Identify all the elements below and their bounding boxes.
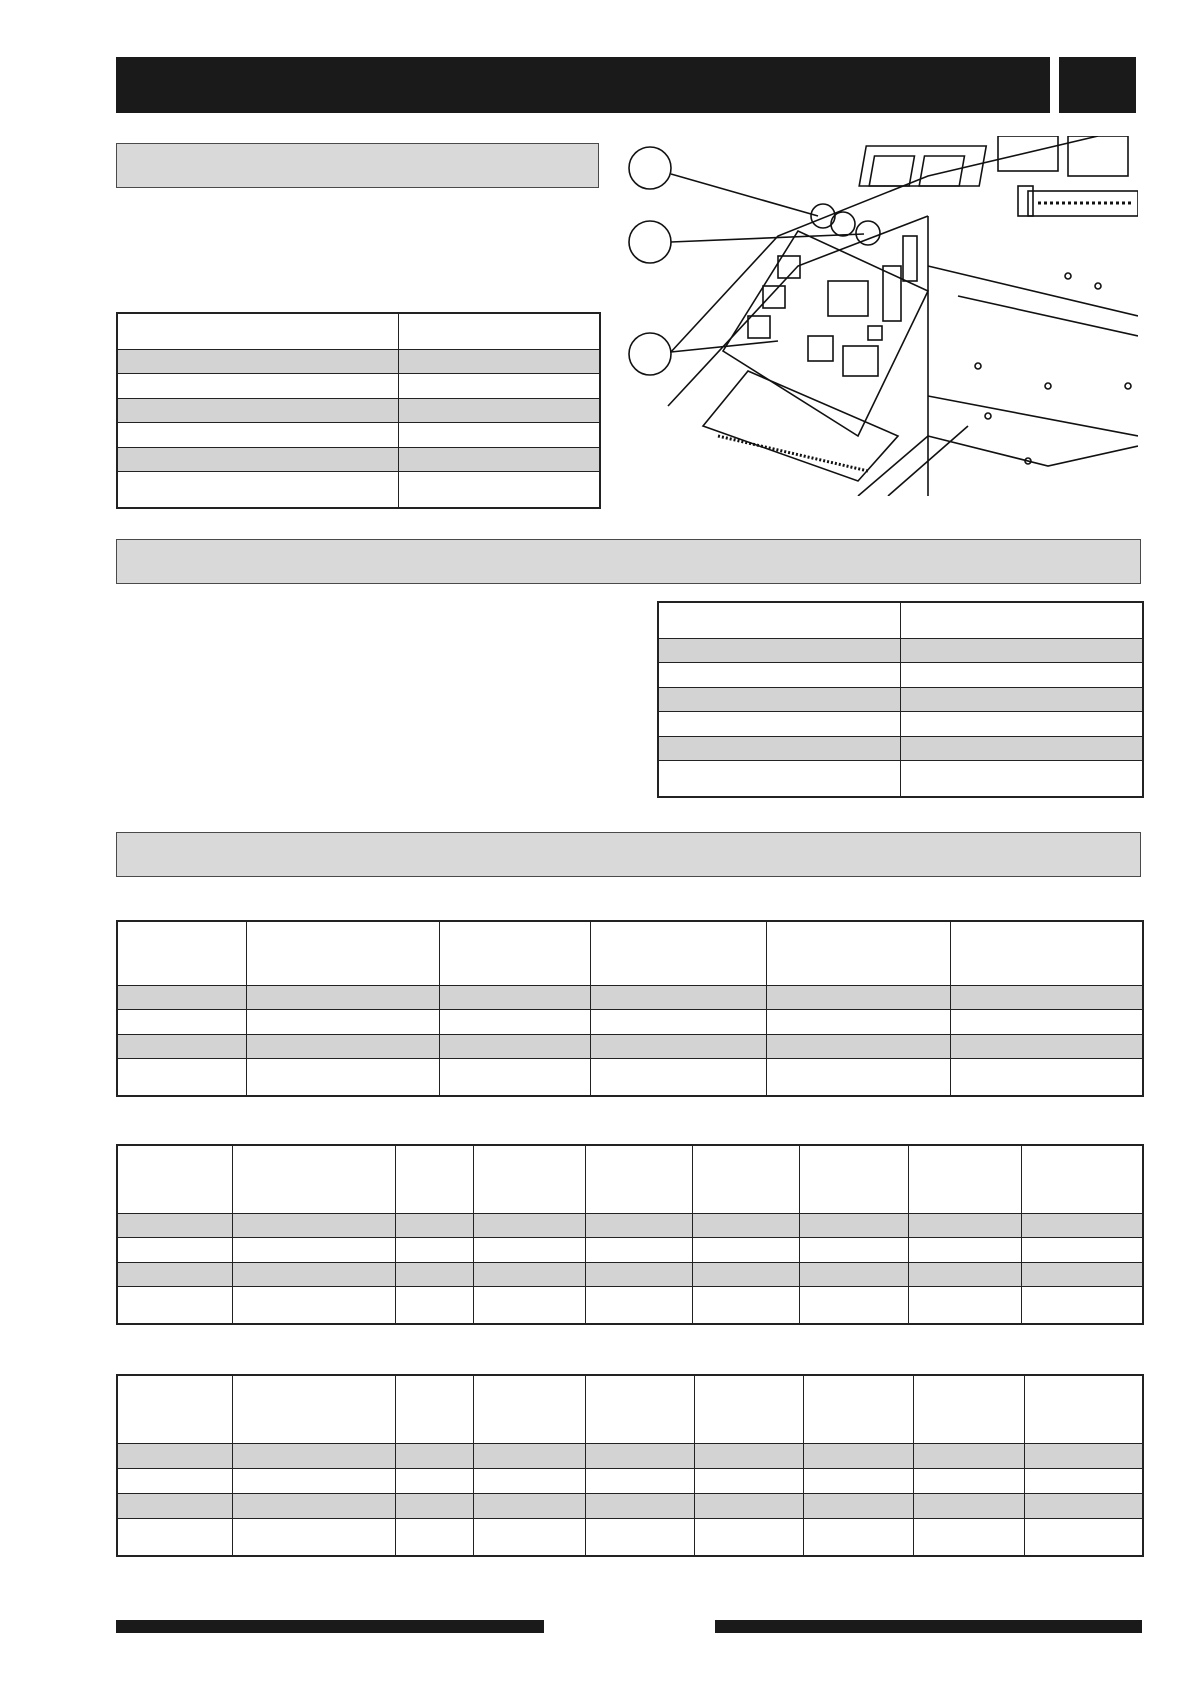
table-row — [117, 1213, 1143, 1238]
footer-bar-right — [715, 1620, 1142, 1633]
table-row — [658, 760, 1143, 797]
table-row — [117, 313, 600, 350]
table-header-row — [117, 1375, 1143, 1443]
table-row — [117, 1493, 1143, 1518]
table-row — [117, 1010, 1143, 1035]
settings-table — [116, 312, 601, 509]
circuit-board-illustration — [628, 136, 1138, 496]
table-row — [658, 736, 1143, 760]
table-row — [658, 687, 1143, 711]
table-row — [117, 1238, 1143, 1263]
table-row — [117, 374, 600, 398]
page-number-box — [1059, 57, 1136, 113]
footer-bar-left — [116, 1620, 544, 1633]
values-table — [657, 601, 1144, 798]
header-bar — [116, 57, 1050, 113]
table-row — [117, 398, 600, 422]
table-row — [117, 1468, 1143, 1493]
table-header-row — [117, 1145, 1143, 1213]
table-row — [117, 447, 600, 471]
table-row — [117, 1059, 1143, 1096]
table-row — [117, 350, 600, 374]
data-table-b — [116, 1144, 1144, 1325]
table-row — [117, 1287, 1143, 1324]
table-row — [658, 602, 1143, 639]
table-row — [658, 712, 1143, 736]
table-row — [658, 639, 1143, 663]
data-table-c — [116, 1374, 1144, 1557]
section-heading-2 — [116, 539, 1141, 584]
section-heading-1 — [116, 143, 599, 188]
table-header-row — [117, 921, 1143, 985]
table-row — [117, 985, 1143, 1010]
table-row — [658, 663, 1143, 687]
section-heading-3 — [116, 832, 1141, 877]
table-row — [117, 423, 600, 447]
table-row — [117, 471, 600, 508]
table-row — [117, 1443, 1143, 1468]
table-row — [117, 1034, 1143, 1059]
table-row — [117, 1518, 1143, 1556]
data-table-a — [116, 920, 1144, 1097]
table-row — [117, 1262, 1143, 1287]
